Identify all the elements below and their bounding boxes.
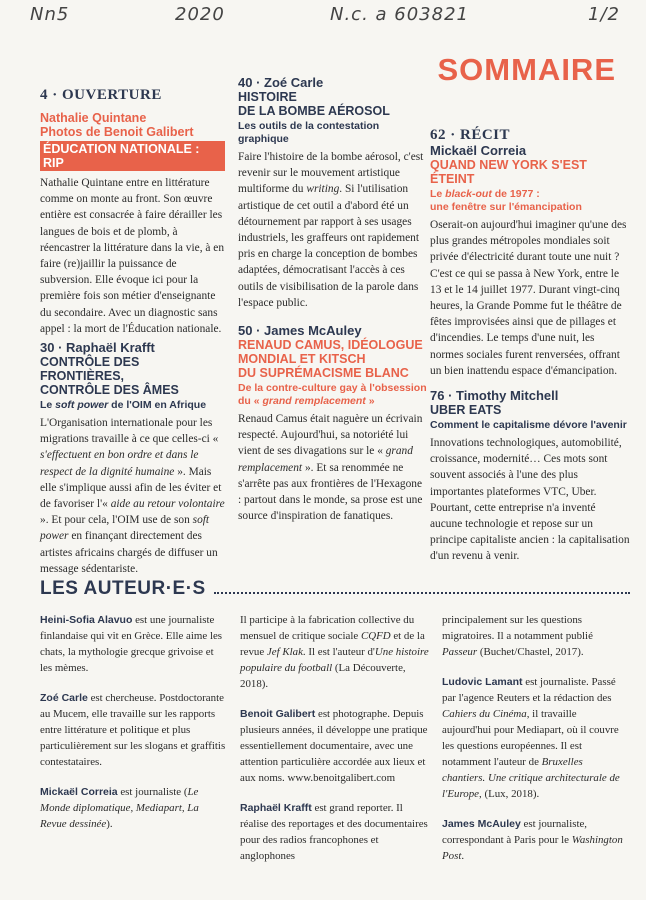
- article-title: DU SUPRÉMACISME BLANC: [238, 366, 409, 380]
- handwritten-note-1: Nn5: [30, 4, 70, 25]
- article-number: 62 · RÉCIT: [430, 127, 511, 143]
- author-bio-mcauley: James McAuley est journaliste, correspondant à Paris pour le Washington Post.: [442, 818, 623, 862]
- author-bio-alavuo: Heini-Sofia Alavuo est une journaliste finlandaise qui vit en Grèce. Elle aime les chats, la mythologie grecque grivoise et les mèmes.: [40, 614, 223, 674]
- article-title: RENAUD CAMUS, IDÉOLOGUE: [238, 338, 423, 352]
- article-author: Mickaël Correia: [430, 143, 527, 158]
- article-title: DE LA BOMBE AÉROSOL: [238, 104, 390, 118]
- article-krafft: [40, 340, 225, 577]
- article-title: CONTRÔLE DES ÂMES: [40, 383, 179, 397]
- article-subtitle: Le black-out de 1977 :: [430, 188, 540, 200]
- author-bio-krafft-cont: principalement sur les questions migratoires. Il a notamment publié Passeur (Buchet/Chastel, 2017).: [442, 614, 593, 658]
- handwritten-note-4: 1/2: [588, 4, 620, 25]
- article-title: CONTRÔLE DES FRONTIÈRES,: [40, 355, 140, 383]
- author-bio-carle: Zoé Carle est chercheuse. Postdoctorante au Mucem, elle travaille sur les rapports entre littérature et politique et plus particulièrement sur les slogans et graffitis contestataires.: [40, 692, 226, 768]
- article-title: QUAND NEW YORK S'EST ÉTEINT: [430, 158, 587, 186]
- author-bio-krafft: Raphaël Krafft est grand reporter. Il réalise des reportages et des documentaires pour des radios francophones et anglophones: [240, 802, 428, 862]
- author-bio-galibert: Benoit Galibert est photographe. Depuis plusieurs années, il développe une pratique essentiellement documentaire, avec une attention particulière accordée aux lieux et aux noms. www.benoitgalibert.com: [240, 708, 428, 784]
- article-body: Faire l'histoire de la bombe aérosol, c'est revenir sur le mouvement artistique multiforme du writing. Si l'utilisation artistique de cet outil a d'abord été un détournement par rapport à ses usages industriels, les graffeurs ont rapidement pris en charge la conception de bombes adaptées, démocratisant l'accès à ces outils de visibilisation de la parole dans l'espace public.: [238, 151, 424, 309]
- article-number: 30 · Raphaël Krafft: [40, 340, 155, 355]
- article-photographer: Photos de Benoit Galibert: [40, 125, 194, 139]
- article-title: HISTOIRE: [238, 90, 297, 104]
- article-subtitle: Le soft power de l'OIM en Afrique: [40, 399, 207, 411]
- author-bio-lamant: Ludovic Lamant est journaliste. Passé par l'agence Reuters et la rédaction des Cahiers du Cinéma, il travaille aujourd'hui pour Mediapart, où il couvre les questions européennes. Il est notamment l'auteur de Bruxelles chantiers. Une critique architecturale de l'Europe, (Lux, 2018).: [442, 676, 620, 800]
- authors-title: LES AUTEUR·E·S: [40, 578, 206, 599]
- article-body: Renaud Camus était naguère un écrivain respecté. Aujourd'hui, sa notoriété lui vient de ses divagations sur le « grand remplacement ». Et sa renommée ne s'arrête pas aux frontières de l'Hexagone : partout dans le monde, sa prose est une source d'inspiration de fanatiques.: [238, 413, 423, 523]
- article-body: Nathalie Quintane entre en littérature comme on monte au front. Son œuvre entière est consacrée à faire dérailler les langues de bois et de plomb, à réencastrer la littérature dans la vie, à en faire (re)jaillir la puissance de subversion. Elle évoque ici pour la première fois son métier d'enseignante du secondaire. Avec un diagnostic sans appel : la mort de l'Éducation nationale.: [40, 177, 225, 335]
- handwritten-note-2: 2020: [175, 4, 225, 25]
- article-mitchell: [430, 388, 630, 565]
- author-bio-correia-cont: Il participe à la fabrication collective du mensuel de critique sociale CQFD et de la revue Jef Klak. Il est l'auteur d'Une histoire populaire du football (La Découverte, 2018).: [240, 614, 429, 690]
- article-number: 40 · Zoé Carle: [238, 75, 324, 90]
- article-subtitle: Comment le capitalisme dévore l'avenir: [430, 419, 627, 431]
- article-body: L'Organisation internationale pour les migrations travaille à ce que celles-ci « s'effectuent en bon ordre et dans le respect de la dignité humaine ». Mais elle s'implique aussi afin de les éviter et de favoriser l'« aide au retour volontaire ». Et pour cela, l'OIM use de son soft power en finançant directement des artistes africains chargés de diffuser un message sédentariste.: [40, 417, 225, 575]
- article-subtitle: une fenêtre sur l'émancipation: [430, 201, 582, 213]
- handwritten-note-3: N.c. a 603821: [330, 4, 469, 25]
- article-author: Nathalie Quintane: [40, 111, 147, 125]
- author-bio-correia: Mickaël Correia est journaliste (Le Monde diplomatique, Mediapart, La Revue dessinée).: [40, 786, 199, 830]
- article-number: 4 · OUVERTURE: [40, 87, 162, 103]
- article-subtitle: De la contre-culture gay à l'obsession: [238, 382, 427, 394]
- article-body: Innovations technologiques, automobilité, croissance, modernité… Ces mots sont souvent associés à l'une des plus importantes plateformes VTC, Uber. Pourtant, cette entreprise n'a inventé aucune technologie et repose sur un principe capitaliste ancien : la capitalisation d'un revenu à venir.: [430, 437, 630, 563]
- article-ouverture: [40, 88, 225, 337]
- article-subtitle: Les outils de la contestation graphique: [238, 120, 380, 145]
- authors-column-2: [240, 612, 430, 878]
- article-body: Oserait-on aujourd'hui imaginer qu'une des plus grandes métropoles mondiales soit privée d'électricité durant toute une nuit ? C'est ce qui se passa à New York, entre le 13 et le 14 juillet 1977. Durant vingt-cinq heures, la Grande Pomme fut le théâtre de fêtes improvisées ainsi que de pillages et d'incendies. Le temps d'une nuit, les normes sociales furent renversées, offrant un bien inattendu espace d'émancipation.: [430, 219, 627, 377]
- authors-column-1: [40, 612, 228, 846]
- article-subtitle: du « grand remplacement »: [238, 395, 375, 407]
- article-title: MONDIAL ET KITSCH: [238, 352, 366, 366]
- authors-column-3: [442, 612, 628, 878]
- article-correia: [430, 128, 630, 379]
- article-carle: [238, 75, 428, 311]
- article-title-tag: ÉDUCATION NATIONALE : RIP: [40, 141, 225, 171]
- article-number: 50 · James McAuley: [238, 323, 362, 338]
- article-title: UBER EATS: [430, 403, 502, 417]
- dotted-rule: [214, 592, 630, 594]
- article-number: 76 · Timothy Mitchell: [430, 388, 559, 403]
- authors-header: [40, 578, 630, 600]
- page-title: SOMMAIRE: [437, 52, 616, 87]
- article-mcauley: [238, 323, 428, 524]
